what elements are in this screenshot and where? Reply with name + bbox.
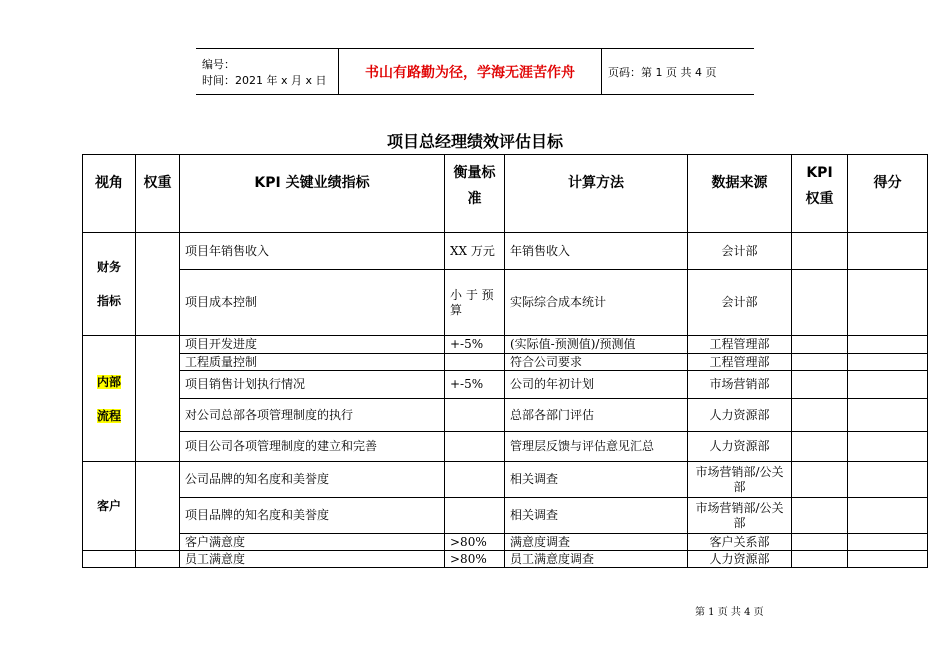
kpi-cell: 对公司总部各项管理制度的执行 xyxy=(180,399,445,432)
source-cell: 人力资源部 xyxy=(688,432,792,462)
table-row xyxy=(83,432,928,462)
method-cell: 总部各部门评估 xyxy=(505,399,688,432)
weight-cell xyxy=(136,233,180,336)
col-method: 计算方法 xyxy=(505,155,688,233)
kpi-cell: 员工满意度 xyxy=(180,551,445,568)
kpi-cell: 项目开发进度 xyxy=(180,336,445,354)
page-footer: 第 1 页 共 4 页 xyxy=(695,607,764,618)
page-label: 页码：第 1 页 共 4 页 xyxy=(602,49,755,95)
kpi-weight-cell xyxy=(792,498,848,534)
measure-cell xyxy=(445,498,505,534)
col-kpi: KPI 关键业绩指标 xyxy=(180,155,445,233)
method-cell: (实际值-预测值)/预测值 xyxy=(505,336,688,354)
score-cell xyxy=(848,498,928,534)
kpi-cell: 工程质量控制 xyxy=(180,354,445,371)
kpi-weight-cell xyxy=(792,233,848,270)
weight-cell xyxy=(136,462,180,551)
measure-cell xyxy=(445,462,505,498)
kpi-cell: 项目公司各项管理制度的建立和完善 xyxy=(180,432,445,462)
kpi-weight-cell xyxy=(792,270,848,336)
document-title: 项目总经理绩效评估目标 xyxy=(386,132,563,151)
score-cell xyxy=(848,399,928,432)
kpi-cell: 项目销售计划执行情况 xyxy=(180,371,445,399)
measure-cell: 小 于 预算 xyxy=(445,270,505,336)
measure-cell: XX 万元 xyxy=(445,233,505,270)
time-label: 时间：2021 年 x 月 x 日 xyxy=(202,73,327,87)
score-cell xyxy=(848,462,928,498)
measure-cell: >80% xyxy=(445,534,505,551)
score-cell xyxy=(848,551,928,568)
weight-cell xyxy=(136,551,180,568)
kpi-table xyxy=(82,154,928,568)
source-cell: 工程管理部 xyxy=(688,354,792,371)
table-row xyxy=(83,336,928,354)
source-cell: 会计部 xyxy=(688,233,792,270)
source-cell: 市场营销部/公关部 xyxy=(688,462,792,498)
header-meta xyxy=(196,49,339,95)
source-cell: 市场营销部/公关部 xyxy=(688,498,792,534)
col-perspective: 视角 xyxy=(83,155,136,233)
page-header xyxy=(196,48,754,95)
table-row xyxy=(83,399,928,432)
method-cell: 相关调查 xyxy=(505,462,688,498)
score-cell xyxy=(848,233,928,270)
measure-cell xyxy=(445,399,505,432)
table-row xyxy=(83,462,928,498)
score-cell xyxy=(848,432,928,462)
table-row xyxy=(83,354,928,371)
table-row xyxy=(83,534,928,551)
col-score: 得分 xyxy=(848,155,928,233)
col-kpi-weight: KPI 权重 xyxy=(792,155,848,233)
source-cell: 人力资源部 xyxy=(688,399,792,432)
kpi-cell: 客户满意度 xyxy=(180,534,445,551)
method-cell: 实际综合成本统计 xyxy=(505,270,688,336)
method-cell: 公司的年初计划 xyxy=(505,371,688,399)
score-cell xyxy=(848,371,928,399)
kpi-weight-cell xyxy=(792,551,848,568)
kpi-weight-cell xyxy=(792,432,848,462)
table-row xyxy=(83,371,928,399)
source-cell: 市场营销部 xyxy=(688,371,792,399)
score-cell xyxy=(848,336,928,354)
kpi-cell: 项目成本控制 xyxy=(180,270,445,336)
method-cell: 管理层反馈与评估意见汇总 xyxy=(505,432,688,462)
source-cell: 工程管理部 xyxy=(688,336,792,354)
kpi-weight-cell xyxy=(792,534,848,551)
measure-cell: +-5% xyxy=(445,371,505,399)
table-row xyxy=(83,498,928,534)
kpi-cell: 项目品牌的知名度和美誉度 xyxy=(180,498,445,534)
source-cell: 客户关系部 xyxy=(688,534,792,551)
method-cell: 符合公司要求 xyxy=(505,354,688,371)
measure-cell: +-5% xyxy=(445,336,505,354)
kpi-weight-cell xyxy=(792,399,848,432)
perspective-cell xyxy=(83,551,136,568)
group-customer: 客户 xyxy=(83,462,136,551)
source-cell: 人力资源部 xyxy=(688,551,792,568)
score-cell xyxy=(848,534,928,551)
motto: 书山有路勤为径，学海无涯苦作舟 xyxy=(339,49,602,95)
method-cell: 满意度调查 xyxy=(505,534,688,551)
table-header-row xyxy=(83,155,928,233)
score-cell xyxy=(848,270,928,336)
col-source: 数据来源 xyxy=(688,155,792,233)
source-cell: 会计部 xyxy=(688,270,792,336)
kpi-weight-cell xyxy=(792,462,848,498)
kpi-cell: 项目年销售收入 xyxy=(180,233,445,270)
group-finance: 财务 指标 xyxy=(83,233,136,336)
measure-cell xyxy=(445,354,505,371)
measure-cell: >80% xyxy=(445,551,505,568)
group-internal-process: 内部 流程 xyxy=(83,336,136,462)
method-cell: 员工满意度调查 xyxy=(505,551,688,568)
table-row xyxy=(83,551,928,568)
col-weight: 权重 xyxy=(136,155,180,233)
method-cell: 年销售收入 xyxy=(505,233,688,270)
col-measure: 衡量标 准 xyxy=(445,155,505,233)
score-cell xyxy=(848,354,928,371)
measure-cell xyxy=(445,432,505,462)
method-cell: 相关调查 xyxy=(505,498,688,534)
table-row xyxy=(83,270,928,336)
kpi-weight-cell xyxy=(792,336,848,354)
table-row xyxy=(83,233,928,270)
kpi-weight-cell xyxy=(792,354,848,371)
kpi-weight-cell xyxy=(792,371,848,399)
weight-cell xyxy=(136,336,180,462)
number-label: 编号： xyxy=(202,57,235,71)
kpi-cell: 公司品牌的知名度和美誉度 xyxy=(180,462,445,498)
